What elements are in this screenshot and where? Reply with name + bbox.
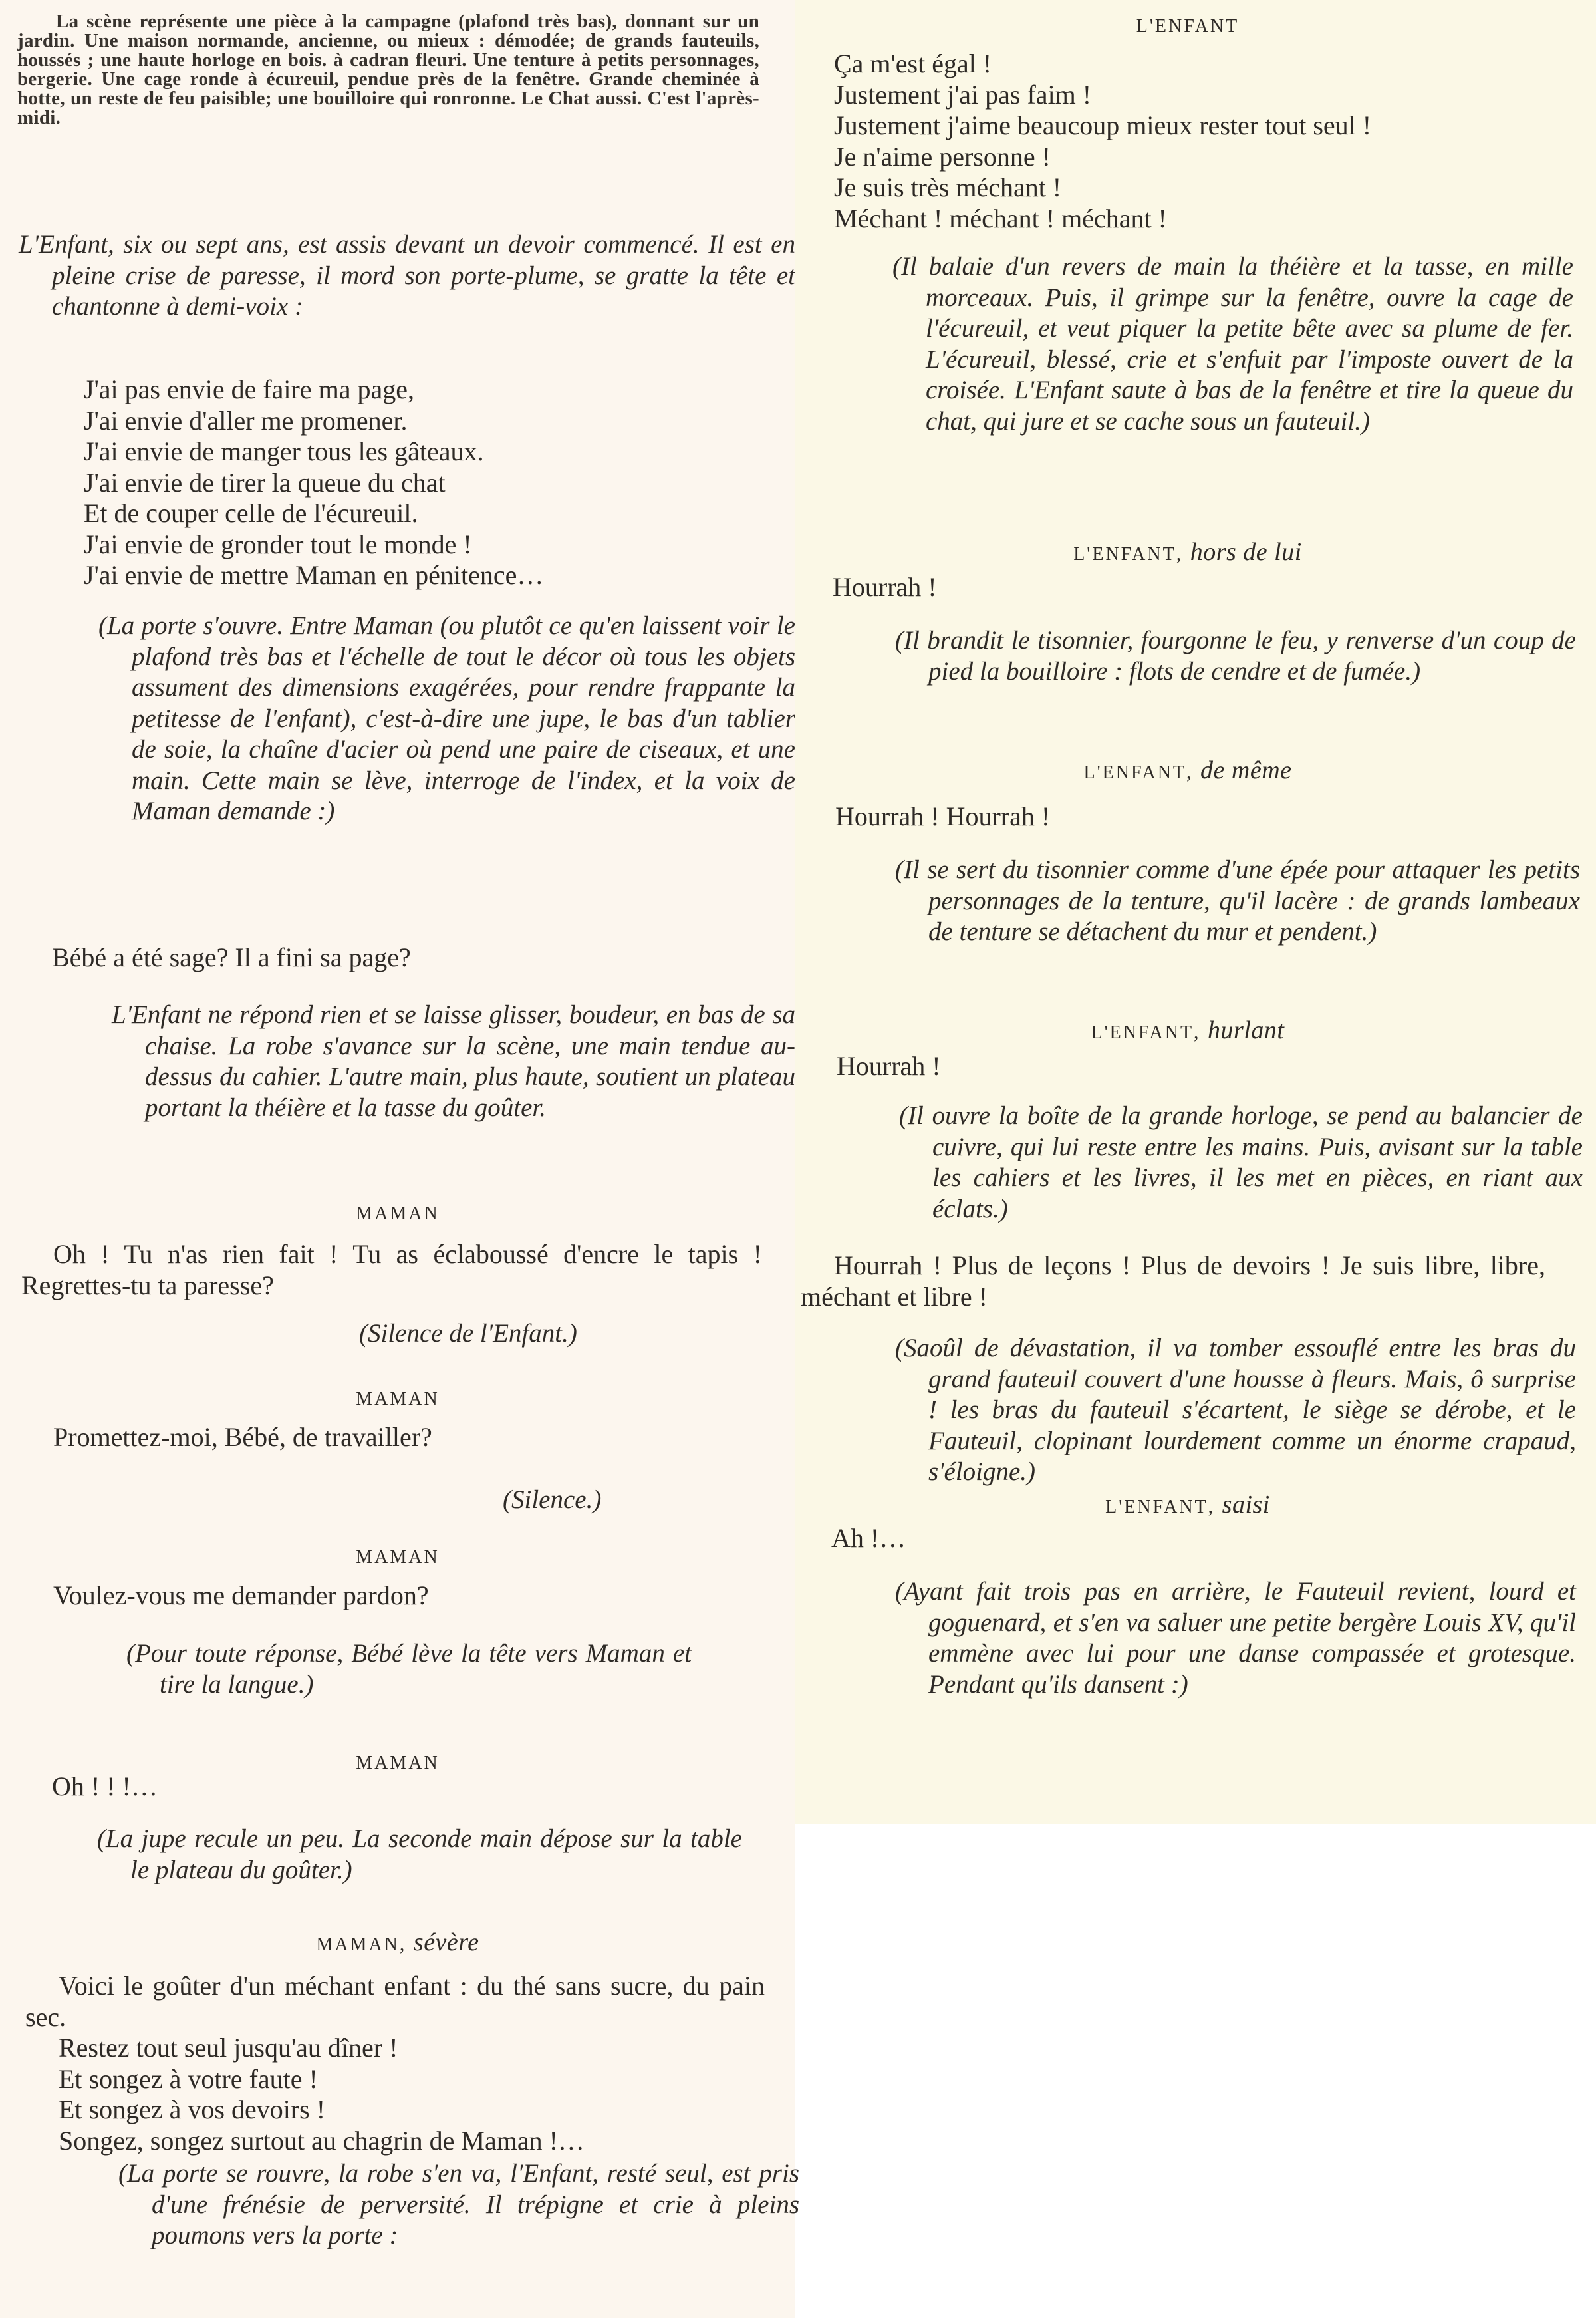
speaker-note: hurlant bbox=[1208, 1016, 1285, 1044]
speaker-comma: , bbox=[1186, 761, 1201, 783]
stage-direction-silence: (Silence.) bbox=[503, 1485, 602, 1514]
song-line: J'ai envie de manger tous les gâteaux. bbox=[84, 436, 484, 466]
speech-line: Je n'aime personne ! bbox=[834, 141, 1051, 172]
song-line: J'ai envie de tirer la queue du chat bbox=[84, 467, 446, 498]
speaker-name: MAMAN bbox=[316, 1934, 400, 1955]
speech-line: Restez tout seul jusqu'au dîner ! bbox=[59, 2033, 398, 2063]
speaker-name: L'ENFANT bbox=[1091, 1022, 1194, 1043]
enfant-speech-ah: Ah !… bbox=[831, 1523, 906, 1553]
scene-description: La scène représente une pièce à la campagne (plafond très bas), donnant sur un jardin. Une maison normande, ancienne, ou mieux : démodée; de grands fauteuils, houssés ; une haute horloge en bois. à cadran fleuri. Une tenture à petits personnages, bergerie. Une cage ronde à écureuil, pendue près de la fenêtre. Grande cheminée à hotte, un reste de feu paisible; une bouilloire qui ronronne. Le Chat aussi. C'est l'après-midi. bbox=[17, 11, 759, 128]
speaker-heading bbox=[795, 537, 1580, 567]
enfant-speech-hourrah: Hourrah ! bbox=[833, 572, 937, 602]
speaker-heading bbox=[0, 1546, 795, 1568]
song-line: J'ai pas envie de faire ma page, bbox=[84, 374, 414, 404]
stage-direction-opening: L'Enfant, six ou sept ans, est assis devant un devoir commencé. Il est en pleine crise de paresse, il mord son porte-plume, se gratte la tête et chantonne à demi-voix : bbox=[19, 230, 795, 321]
speaker-name: MAMAN bbox=[356, 1547, 440, 1568]
maman-speech-lines bbox=[59, 2033, 763, 2156]
speaker-comma: , bbox=[1208, 1495, 1222, 1517]
speaker-heading bbox=[0, 1751, 795, 1774]
maman-line-pardon: Voulez-vous me demander pardon? bbox=[53, 1580, 429, 1610]
right-page bbox=[795, 0, 1596, 1824]
enfant-speech-hourrah-2: Hourrah ! bbox=[837, 1051, 941, 1081]
speaker-heading bbox=[795, 1016, 1580, 1045]
speaker-heading bbox=[795, 15, 1580, 37]
speaker-name: MAMAN bbox=[356, 1753, 440, 1773]
speech-line: Et songez à vos devoirs ! bbox=[59, 2095, 326, 2124]
stage-direction-bergere: (Ayant fait trois pas en arrière, le Fauteuil revient, lourd et goguenard, et s'en va saluer une petite bergère Louis XV, qu'il emmène avec lui pour une danse compassée et grotesque. Pendant qu'ils dansent :) bbox=[895, 1577, 1576, 1699]
stage-direction-enfant-boudeur: L'Enfant ne répond rien et se laisse glisser, boudeur, en bas de sa chaise. La robe s'avance sur la scène, une main tendue au-dessus du cahier. L'autre main, plus haute, soutient un plateau portant la théière et la tasse du goûter. bbox=[112, 1000, 795, 1122]
stage-direction-fauteuil: (Saoûl de dévastation, il va tomber essouflé entre les bras du grand fauteuil couvert d'une housse à fleurs. Mais, ô surprise ! les bras du fauteuil s'écartent, le siège se dérobe, et le Fauteuil, clopinant lourdement comme un énorme crapaud, s'éloigne.) bbox=[895, 1334, 1576, 1486]
speaker-name: L'ENFANT bbox=[1136, 16, 1240, 37]
stage-direction-jupe-recule: (La jupe recule un peu. La seconde main dépose sur la table le plateau du goûter.) bbox=[97, 1824, 742, 1884]
enfant-speech-libre: Hourrah ! Plus de leçons ! Plus de devoirs ! Je suis libre, libre, méchant et libre ! bbox=[801, 1250, 1545, 1312]
stage-direction-maman-enters: (La porte s'ouvre. Entre Maman (ou plutôt ce qu'en laissent voir le plafond très bas et l'échelle de tout le décor où tous les objets assument des dimensions exagérées, pour rendre frappante la petitesse de l'enfant), c'est-à-dire une jupe, le bas d'un tablier de soie, la chaîne d'acier où pend une paire de ciseaux, et une main. Cette main se lève, interroge de l'index, et la voix de Maman demande :) bbox=[98, 611, 795, 825]
speaker-note: saisi bbox=[1222, 1491, 1270, 1519]
stage-direction-tisonnier: (Il brandit le tisonnier, fourgonne le feu, y renverse d'un coup de pied la bouilloire : flots de cendre et de fumée.) bbox=[895, 626, 1576, 686]
speech-line: Justement j'ai pas faim ! bbox=[834, 79, 1092, 110]
child-song bbox=[84, 374, 749, 591]
speaker-comma: , bbox=[1194, 1021, 1208, 1043]
speaker-comma: , bbox=[1176, 543, 1190, 565]
speech-line: Songez, songez surtout au chagrin de Maman !… bbox=[59, 2125, 585, 2156]
speaker-name: MAMAN bbox=[356, 1389, 440, 1409]
speaker-name: MAMAN bbox=[356, 1203, 440, 1224]
stage-direction-langue: (Pour toute réponse, Bébé lève la tête vers Maman et tire la langue.) bbox=[126, 1639, 692, 1699]
song-line: J'ai envie d'aller me promener. bbox=[84, 405, 408, 436]
song-line: J'ai envie de gronder tout le monde ! bbox=[84, 529, 472, 559]
speaker-comma: , bbox=[399, 1933, 414, 1955]
enfant-speech-hourrah-hourrah: Hourrah ! Hourrah ! bbox=[835, 801, 1051, 831]
stage-direction-horloge: (Il ouvre la boîte de la grande horloge, se pend au balancier de cuivre, qui lui reste entre les mains. Puis, avisant sur la table les cahiers et les livres, il les met en pièces, en riant aux éclats.) bbox=[899, 1101, 1583, 1223]
stage-direction-porte-rouvre: (La porte se rouvre, la robe s'en va, l'Enfant, resté seul, est pris d'une frénésie de perversité. Il trépigne et crie à pleins poumons vers la porte : bbox=[118, 2159, 799, 2249]
enfant-speech-mechant bbox=[834, 49, 1579, 234]
stage-direction-ecureuil: (Il balaie d'un revers de main la théière et la tasse, en mille morceaux. Puis, il grimpe sur la fenêtre, ouvre la cage de l'écureuil, et veut piquer la petite bête avec sa plume de fer. L'écureuil, blessé, crie et s'enfuit par l'imposte ouvert de la croisée. L'Enfant saute à bas de la fenêtre et tire la queue du chat, qui jure et se cache sous un fauteuil.) bbox=[892, 252, 1573, 436]
speech-line: Et songez à votre faute ! bbox=[59, 2063, 318, 2094]
speaker-note: de même bbox=[1200, 756, 1292, 784]
song-line: Et de couper celle de l'écureuil. bbox=[84, 498, 418, 528]
speaker-heading bbox=[795, 756, 1580, 785]
speaker-note: hors de lui bbox=[1190, 538, 1302, 566]
maman-line-sage: Bébé a été sage? Il a fini sa page? bbox=[52, 942, 411, 972]
speaker-heading bbox=[0, 1202, 795, 1225]
speaker-heading bbox=[795, 1490, 1580, 1519]
maman-line-oh: Oh ! ! !… bbox=[52, 1771, 158, 1801]
speech-line: Ça m'est égal ! bbox=[834, 49, 992, 78]
maman-line-travailler: Promettez-moi, Bébé, de travailler? bbox=[53, 1422, 432, 1452]
speaker-name: L'ENFANT bbox=[1073, 544, 1176, 565]
speech-line: Justement j'aime beaucoup mieux rester tout seul ! bbox=[834, 110, 1372, 140]
speaker-name: L'ENFANT bbox=[1083, 762, 1187, 783]
speaker-name: L'ENFANT bbox=[1105, 1497, 1208, 1517]
speech-line: Méchant ! méchant ! méchant ! bbox=[834, 203, 1167, 233]
speech-line: Je suis très méchant ! bbox=[834, 172, 1062, 202]
stage-direction-tenture: (Il se sert du tisonnier comme d'une épée pour attaquer les petits personnages de la tenture, qu'il lacère : de grands lambeaux de tenture se détachent du mur et pendent.) bbox=[895, 855, 1580, 946]
maman-line-encre: Oh ! Tu n'as rien fait ! Tu as éclaboussé d'encre le tapis ! Regrettes-tu ta paresse? bbox=[21, 1239, 762, 1300]
speaker-heading bbox=[0, 1928, 795, 1957]
maman-speech-gouter: Voici le goûter d'un méchant enfant : du thé sans sucre, du pain sec. bbox=[25, 1971, 765, 2032]
speaker-heading bbox=[0, 1387, 795, 1410]
speaker-note: sévère bbox=[413, 1928, 479, 1956]
song-line: J'ai envie de mettre Maman en pénitence… bbox=[84, 560, 544, 590]
stage-direction-silence-enfant: (Silence de l'Enfant.) bbox=[359, 1319, 577, 1348]
